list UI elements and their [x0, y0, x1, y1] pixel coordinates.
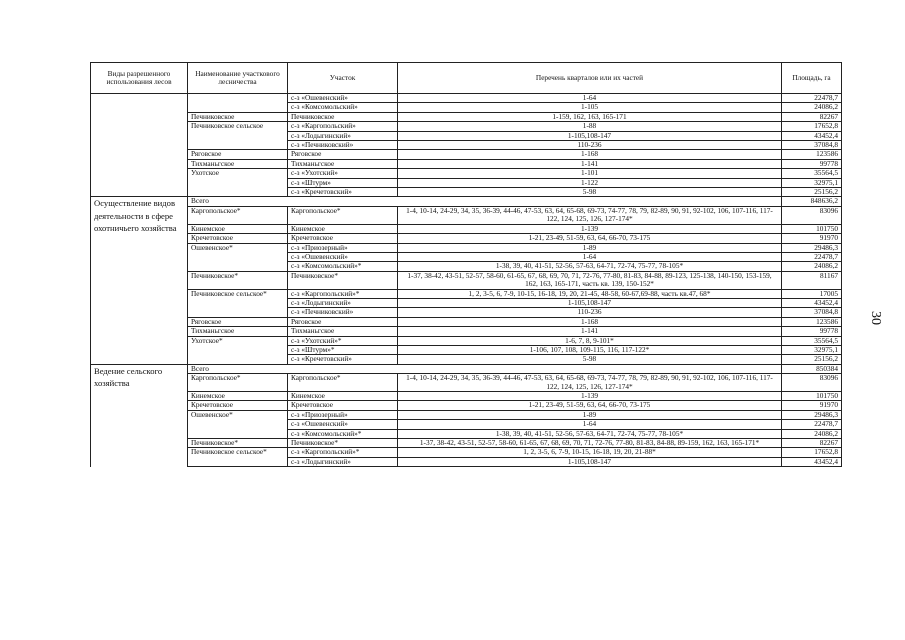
area-cell: 17005 — [782, 289, 842, 298]
quarters-cell: 1-64 — [398, 252, 782, 261]
forestry-cell — [188, 308, 288, 317]
site-cell: Печниковское — [288, 112, 398, 121]
table-row — [91, 392, 842, 401]
quarters-cell: 5-98 — [398, 188, 782, 197]
area-cell: 17652,8 — [782, 448, 842, 457]
site-cell: Каргопольское* — [288, 374, 398, 392]
area-cell: 81167 — [782, 271, 842, 289]
site-cell: с-з «Ошевенский» — [288, 94, 398, 103]
area-cell: 83096 — [782, 374, 842, 392]
quarters-cell: 1-64 — [398, 420, 782, 429]
area-cell: 37084,8 — [782, 141, 842, 150]
area-cell: 123586 — [782, 150, 842, 159]
table-row — [91, 457, 842, 466]
table-row — [91, 298, 842, 307]
forestry-cell: Кинемское — [188, 392, 288, 401]
table-row — [91, 224, 842, 233]
area-cell: 99778 — [782, 327, 842, 336]
table-row — [91, 159, 842, 168]
header-site: Участок — [288, 63, 398, 94]
table-row — [91, 439, 842, 448]
forestry-cell — [188, 457, 288, 466]
site-cell: Тихманьгское — [288, 159, 398, 168]
area-cell: 83096 — [782, 206, 842, 224]
quarters-cell: 1-101 — [398, 169, 782, 178]
forestry-cell — [188, 188, 288, 197]
forestry-cell — [188, 252, 288, 261]
quarters-cell: 1-89 — [398, 243, 782, 252]
site-cell: с-з «Комсомольский» — [288, 103, 398, 112]
area-cell: 29486,3 — [782, 410, 842, 419]
quarters-cell: 110-236 — [398, 141, 782, 150]
table-row — [91, 289, 842, 298]
area-cell: 35564,5 — [782, 169, 842, 178]
forestry-cell — [188, 141, 288, 150]
forestry-cell — [188, 298, 288, 307]
table-row — [91, 429, 842, 438]
use-kind-cell: Осуществление видов деятельности в сфере охотничьего хозяйства — [91, 197, 188, 364]
table-body — [91, 94, 842, 467]
quarters-cell: 1-105 — [398, 103, 782, 112]
area-cell: 82267 — [782, 439, 842, 448]
forestry-cell: Ошевенское* — [188, 243, 288, 252]
site-cell: Кречетовское — [288, 234, 398, 243]
area-cell: 22478,7 — [782, 94, 842, 103]
area-cell: 99778 — [782, 159, 842, 168]
table-header — [91, 63, 842, 94]
quarters-cell: 1-21, 23-49, 51-59, 63, 64, 66-70, 73-175 — [398, 234, 782, 243]
forestry-cell: Печниковское* — [188, 271, 288, 289]
quarters-cell: 1-122 — [398, 178, 782, 187]
table-row — [91, 141, 842, 150]
table-row — [91, 188, 842, 197]
quarters-cell: 1, 2, 3-5, 6, 7-9, 10-15, 16-18, 19, 20, 21-88* — [398, 448, 782, 457]
area-cell: 29486,3 — [782, 243, 842, 252]
table-row — [91, 103, 842, 112]
forestry-cell: Каргопольское* — [188, 206, 288, 224]
total-area: 848636,2 — [782, 197, 842, 206]
use-kind-cell: Ведение сельского хозяйства — [91, 364, 188, 466]
area-cell: 32975,1 — [782, 178, 842, 187]
table-row — [91, 94, 842, 103]
table-row — [91, 252, 842, 261]
table-row — [91, 206, 842, 224]
header-quarters: Перечень кварталов или их частей — [398, 63, 782, 94]
quarters-cell: 1-141 — [398, 327, 782, 336]
area-cell: 43452,4 — [782, 457, 842, 466]
forestry-cell — [188, 429, 288, 438]
forestry-cell: Печниковское сельское* — [188, 448, 288, 457]
site-cell: Тихманьгское — [288, 327, 398, 336]
area-cell: 24086,2 — [782, 429, 842, 438]
area-cell: 43452,4 — [782, 131, 842, 140]
table-row — [91, 243, 842, 252]
site-cell: с-з «Приозерный» — [288, 243, 398, 252]
site-cell: с-з «Каргопольский»* — [288, 448, 398, 457]
quarters-cell: 1-105,108-147 — [398, 298, 782, 307]
area-cell: 32975,1 — [782, 345, 842, 354]
quarters-cell: 1-88 — [398, 122, 782, 131]
table-row — [91, 448, 842, 457]
table-row — [91, 355, 842, 364]
total-label: Всего — [188, 197, 782, 206]
site-cell: с-з «Лодыгинский» — [288, 457, 398, 466]
site-cell: с-з «Каргопольский» — [288, 122, 398, 131]
quarters-cell: 1-89 — [398, 410, 782, 419]
table-row — [91, 262, 842, 271]
forestry-cell: Ухотское* — [188, 336, 288, 345]
area-cell: 123586 — [782, 317, 842, 326]
table-row — [91, 420, 842, 429]
table-row — [91, 345, 842, 354]
quarters-cell: 110-236 — [398, 308, 782, 317]
area-cell: 22478,7 — [782, 252, 842, 261]
table-row — [91, 169, 842, 178]
page-number: 30 — [868, 311, 883, 325]
table-row — [91, 374, 842, 392]
site-cell: Печниковское* — [288, 439, 398, 448]
forestry-cell: Ряговское — [188, 317, 288, 326]
forestry-cell — [188, 103, 288, 112]
forestry-cell — [188, 178, 288, 187]
quarters-cell: 5-98 — [398, 355, 782, 364]
site-cell: с-з «Ухотский» — [288, 169, 398, 178]
table-row — [91, 410, 842, 419]
site-cell: с-з «Штурм»* — [288, 345, 398, 354]
site-cell: Каргопольское* — [288, 206, 398, 224]
area-cell: 101750 — [782, 224, 842, 233]
table-row — [91, 131, 842, 140]
site-cell: Кинемское — [288, 392, 398, 401]
quarters-cell: 1-141 — [398, 159, 782, 168]
section-total-row — [91, 364, 842, 373]
total-label: Всего — [188, 364, 782, 373]
forestry-cell: Кречетовское — [188, 234, 288, 243]
quarters-cell: 1-106, 107, 108, 109-115, 116, 117-122* — [398, 345, 782, 354]
area-cell: 91970 — [782, 234, 842, 243]
area-cell: 37084,8 — [782, 308, 842, 317]
quarters-cell: 1, 2, 3-5, 6, 7-9, 10-15, 16-18, 19, 20, 21-45, 48-58, 60-67,69-88, часть кв.47, 68* — [398, 289, 782, 298]
quarters-cell: 1-6, 7, 8, 9-101* — [398, 336, 782, 345]
site-cell: Кинемское — [288, 224, 398, 233]
forest-use-table — [90, 62, 842, 467]
table-row — [91, 401, 842, 410]
site-cell: Ряговское — [288, 317, 398, 326]
quarters-cell: 1-168 — [398, 317, 782, 326]
section-total-row — [91, 197, 842, 206]
quarters-cell: 1-139 — [398, 392, 782, 401]
header-forestry: Наименование участкового лесничества — [188, 63, 288, 94]
forestry-cell: Кинемское — [188, 224, 288, 233]
forestry-cell — [188, 262, 288, 271]
site-cell: Кречетовское — [288, 401, 398, 410]
site-cell: с-з «Кречетовский» — [288, 188, 398, 197]
table-row — [91, 271, 842, 289]
forestry-cell — [188, 345, 288, 354]
forestry-cell: Тихманьгское — [188, 159, 288, 168]
quarters-cell: 1-64 — [398, 94, 782, 103]
quarters-cell: 1-37, 38-42, 43-51, 52-57, 58-60, 61-65, 67, 68, 69, 70, 71, 72-76, 77-80, 81-83, 84-88, 89-123, 125-138, 140-150, 153-159, 162, 163, 165-171, часть кв. 139, 150-152* — [398, 271, 782, 289]
quarters-cell: 1-38, 39, 40, 41-51, 52-56, 57-63, 64-71, 72-74, 75-77, 78-105* — [398, 429, 782, 438]
area-cell: 91970 — [782, 401, 842, 410]
forestry-cell: Каргопольское* — [188, 374, 288, 392]
table-row — [91, 150, 842, 159]
area-cell: 25156,2 — [782, 188, 842, 197]
forestry-cell: Ряговское — [188, 150, 288, 159]
quarters-cell: 1-159, 162, 163, 165-171 — [398, 112, 782, 121]
forestry-cell — [188, 420, 288, 429]
site-cell: Печниковское* — [288, 271, 398, 289]
quarters-cell: 1-37, 38-42, 43-51, 52-57, 58-60, 61-65, 67, 68, 69, 70, 71, 72-76, 77-80, 81-83, 84-88, 89-159, 162, 163, 165-171* — [398, 439, 782, 448]
forestry-cell — [188, 94, 288, 103]
area-cell: 25156,2 — [782, 355, 842, 364]
site-cell: с-з «Печниковский» — [288, 141, 398, 150]
area-cell: 43452,4 — [782, 298, 842, 307]
area-cell: 101750 — [782, 392, 842, 401]
forestry-cell — [188, 131, 288, 140]
use-kind-cell — [91, 94, 188, 197]
forestry-cell: Ухотское — [188, 169, 288, 178]
quarters-cell: 1-38, 39, 40, 41-51, 52-56, 57-63, 64-71, 72-74, 75-77, 78-105* — [398, 262, 782, 271]
quarters-cell: 1-4, 10-14, 24-29, 34, 35, 36-39, 44-46, 47-53, 63, 64, 65-68, 69-73, 74-77, 78, 79, 82-89, 90, 91, 92-102, 106, 107-116, 117-122, 124, 125, 126, 127-174* — [398, 374, 782, 392]
table-row — [91, 336, 842, 345]
site-cell: с-з «Штурм» — [288, 178, 398, 187]
area-cell: 22478,7 — [782, 420, 842, 429]
site-cell: с-з «Лодыгинский» — [288, 131, 398, 140]
total-area: 850384 — [782, 364, 842, 373]
forestry-cell: Ошевенское* — [188, 410, 288, 419]
quarters-cell: 1-4, 10-14, 24-29, 34, 35, 36-39, 44-46, 47-53, 63, 64, 65-68, 69-73, 74-77, 78, 79, 82-89, 90, 91, 92-102, 106, 107-116, 117-122, 124, 125, 126, 127-174* — [398, 206, 782, 224]
table-row — [91, 234, 842, 243]
table-row — [91, 308, 842, 317]
forestry-cell: Печниковское сельское* — [188, 289, 288, 298]
site-cell: с-з «Ухотский»* — [288, 336, 398, 345]
forestry-cell: Печниковское — [188, 112, 288, 121]
site-cell: с-з «Комсомольский»* — [288, 262, 398, 271]
site-cell: с-з «Ошевенский» — [288, 252, 398, 261]
forestry-cell: Печниковское* — [188, 439, 288, 448]
area-cell: 17652,8 — [782, 122, 842, 131]
table-row — [91, 122, 842, 131]
quarters-cell: 1-21, 23-49, 51-59, 63, 64, 66-70, 73-175 — [398, 401, 782, 410]
area-cell: 24086,2 — [782, 103, 842, 112]
site-cell: с-з «Каргопольский»* — [288, 289, 398, 298]
area-cell: 82267 — [782, 112, 842, 121]
forestry-cell: Тихманьгское — [188, 327, 288, 336]
site-cell: с-з «Кречетовский» — [288, 355, 398, 364]
site-cell: с-з «Ошевенский» — [288, 420, 398, 429]
site-cell: с-з «Приозерный» — [288, 410, 398, 419]
site-cell: с-з «Печниковский» — [288, 308, 398, 317]
header-area: Площадь, га — [782, 63, 842, 94]
quarters-cell: 1-105,108-147 — [398, 131, 782, 140]
forestry-cell — [188, 355, 288, 364]
site-cell: с-з «Лодыгинский» — [288, 298, 398, 307]
table-row — [91, 327, 842, 336]
forestry-cell: Кречетовское — [188, 401, 288, 410]
site-cell: Ряговское — [288, 150, 398, 159]
quarters-cell: 1-105,108-147 — [398, 457, 782, 466]
area-cell: 35564,5 — [782, 336, 842, 345]
table-row — [91, 178, 842, 187]
forestry-cell: Печниковское сельское — [188, 122, 288, 131]
site-cell: с-з «Комсомольский»* — [288, 429, 398, 438]
quarters-cell: 1-168 — [398, 150, 782, 159]
area-cell: 24086,2 — [782, 262, 842, 271]
quarters-cell: 1-139 — [398, 224, 782, 233]
header-kind: Виды разрешенного использования лесов — [91, 63, 188, 94]
table-row — [91, 317, 842, 326]
table-row — [91, 112, 842, 121]
